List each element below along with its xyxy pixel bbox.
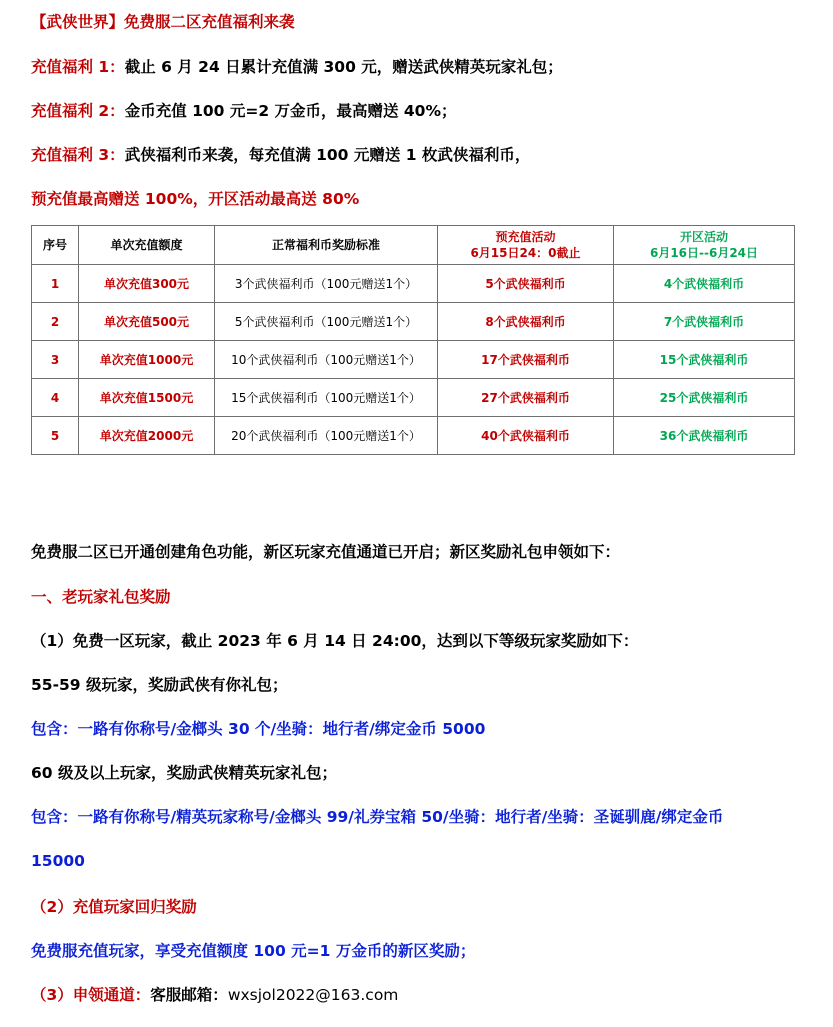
section1-sub2: （2）充值玩家回归奖励 [31, 898, 197, 916]
table-row [32, 265, 795, 303]
header-pre-title: 预充值活动 [495, 230, 556, 244]
cell-amount: 单次充值1500元 [79, 379, 215, 417]
header-open [614, 226, 795, 265]
benefit-1-label: 充值福利 1： [31, 58, 125, 76]
claim-channel-label: （3）申领通道： [31, 986, 151, 1004]
table-row [32, 303, 795, 341]
cell-no: 2 [32, 303, 79, 341]
cell-amount: 单次充值1000元 [79, 341, 215, 379]
highlight-text: 预充值最高赠送 100%，开区活动最高送 80% [31, 190, 360, 208]
cell-amount: 单次充值500元 [79, 303, 215, 341]
cell-no: 3 [32, 341, 79, 379]
cell-standard: 15个武侠福利币（100元赠送1个） [215, 379, 438, 417]
benefit-3-text: 武侠福利币来袭，每充值满 100 元赠送 1 枚武侠福利币， [124, 146, 531, 164]
tier1-contents: 包含：一路有你称号/金榔头 30 个/坐骑：地行者/绑定金币 5000 [31, 720, 486, 738]
tier2-contents-line2: 15000 [31, 852, 85, 870]
cell-open: 15个武侠福利币 [614, 341, 795, 379]
benefit-1 [31, 57, 563, 77]
benefit-3 [31, 145, 530, 165]
section1-sub1: （1）免费一区玩家，截止 2023 年 6 月 14 日 24:00，达到以下等级玩家奖励如下： [31, 632, 639, 650]
reward-table [31, 225, 795, 455]
cell-open: 7个武侠福利币 [614, 303, 795, 341]
cell-amount: 单次充值300元 [79, 265, 215, 303]
benefit-2-text: 金币充值 100 元=2 万金币，最高赠送 40%； [124, 102, 457, 120]
benefit-2-label: 充值福利 2： [31, 102, 125, 120]
benefit-2 [31, 101, 457, 121]
cell-open: 4个武侠福利币 [614, 265, 795, 303]
cell-open: 25个武侠福利币 [614, 379, 795, 417]
header-amount: 单次充值额度 [79, 226, 215, 265]
cell-no: 5 [32, 417, 79, 455]
tier1-text: 55-59 级玩家，奖励武侠有你礼包； [31, 676, 288, 694]
benefit-1-text: 截止 6 月 24 日累计充值满 300 元，赠送武侠精英玩家礼包； [124, 58, 563, 76]
cell-amount: 单次充值2000元 [79, 417, 215, 455]
header-open-title: 开区活动 [679, 230, 728, 244]
cell-pre: 17个武侠福利币 [438, 341, 614, 379]
table-row [32, 341, 795, 379]
cell-pre: 27个武侠福利币 [438, 379, 614, 417]
page-title: 【武侠世界】免费服二区充值福利来袭 [31, 13, 295, 31]
header-standard: 正常福利币奖励标准 [215, 226, 438, 265]
mail-label: 客服邮箱： [150, 986, 228, 1004]
cell-standard: 20个武侠福利币（100元赠送1个） [215, 417, 438, 455]
cell-no: 1 [32, 265, 79, 303]
header-pre [438, 226, 614, 265]
claim-channel [31, 985, 398, 1005]
service-email[interactable]: wxsjol2022@163.com [227, 986, 399, 1004]
cell-pre: 5个武侠福利币 [438, 265, 614, 303]
benefit-3-label: 充值福利 3： [31, 146, 125, 164]
header-open-date: 6月16日--6月24日 [649, 246, 759, 260]
cell-pre: 8个武侠福利币 [438, 303, 614, 341]
header-no: 序号 [32, 226, 79, 265]
table-row [32, 417, 795, 455]
sub2-text: 免费服充值玩家，享受充值额度 100 元=1 万金币的新区奖励； [31, 942, 476, 960]
cell-standard: 3个武侠福利币（100元赠送1个） [215, 265, 438, 303]
intro-text: 免费服二区已开通创建角色功能，新区玩家充值通道已开启；新区奖励礼包申领如下： [31, 543, 621, 561]
cell-pre: 40个武侠福利币 [438, 417, 614, 455]
cell-no: 4 [32, 379, 79, 417]
tier2-text: 60 级及以上玩家，奖励武侠精英玩家礼包； [31, 764, 337, 782]
cell-standard: 10个武侠福利币（100元赠送1个） [215, 341, 438, 379]
table-row [32, 379, 795, 417]
cell-standard: 5个武侠福利币（100元赠送1个） [215, 303, 438, 341]
table-header-row [32, 226, 795, 265]
cell-open: 36个武侠福利币 [614, 417, 795, 455]
header-pre-date: 6月15日24：0截止 [470, 246, 581, 260]
section1-heading: 一、老玩家礼包奖励 [31, 588, 171, 606]
tier2-contents-line1: 包含：一路有你称号/精英玩家称号/金榔头 99/礼券宝箱 50/坐骑：地行者/坐骑：圣诞驯鹿/绑定金币 [31, 808, 724, 826]
